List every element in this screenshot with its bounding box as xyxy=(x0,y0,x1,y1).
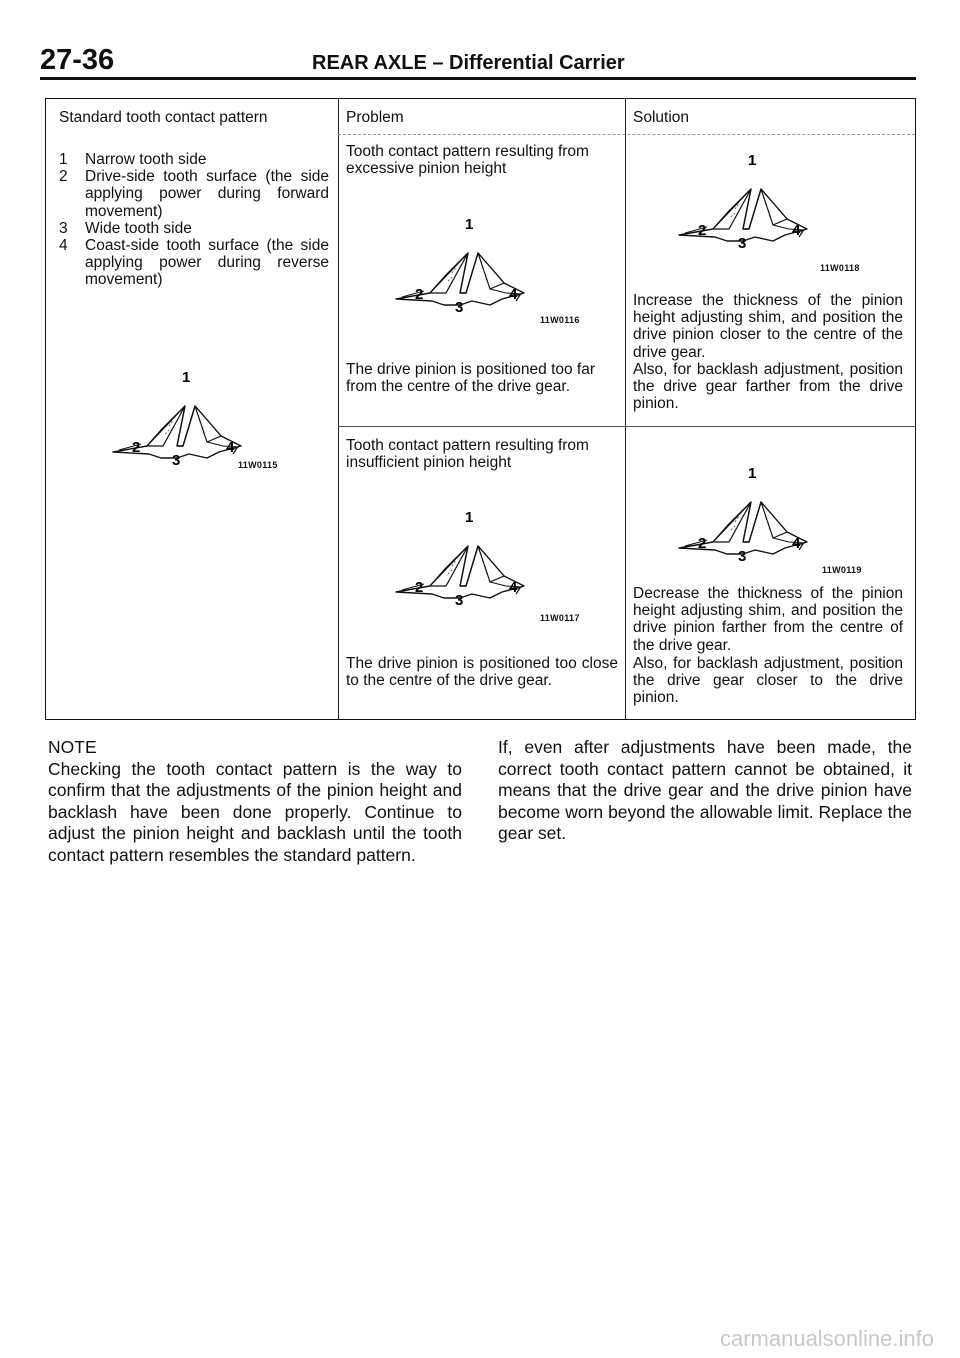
header-solution: Solution xyxy=(633,109,690,126)
figure-label: 2 xyxy=(698,222,707,239)
problem-title: Tooth contact pattern resulting from excessive pinion height xyxy=(346,143,589,178)
figure-label: 3 xyxy=(738,548,747,561)
problem-description: The drive pinion is positioned too close to the centre of the drive gear. xyxy=(346,655,618,690)
note-label: NOTE xyxy=(48,737,97,757)
solution-text: Also, for backlash adjustment, position the drive gear farther from the drive pinion. xyxy=(633,361,903,413)
problem-title: Tooth contact pattern resulting from insufficient pinion height xyxy=(346,437,589,472)
page-header xyxy=(40,40,916,80)
figure-label: 4 xyxy=(509,286,518,303)
legend-item: 4 Coast-side tooth surface (the side applying power during reverse movement) xyxy=(59,237,329,289)
problem-description: The drive pinion is positioned too far from the centre of the drive gear. xyxy=(346,361,596,396)
figure-label: 2 xyxy=(698,535,707,552)
figure-label: 3 xyxy=(455,592,464,605)
header-standard: Standard tooth contact pattern xyxy=(59,109,268,126)
row-divider xyxy=(338,426,915,427)
page-number: 27-36 xyxy=(40,44,115,76)
legend-item: 3 Wide tooth side xyxy=(59,219,192,237)
figure-label: 1 xyxy=(748,466,757,482)
legend-list xyxy=(59,151,329,289)
column-divider xyxy=(625,99,626,719)
solution-text: Decrease the thickness of the pinion height adjusting shim, and position the drive pinion farther from the centre of the drive gear. xyxy=(633,585,903,654)
figure-id: 11W0116 xyxy=(540,315,580,325)
figure-label: 3 xyxy=(738,235,747,248)
figure-id: 11W0119 xyxy=(822,565,862,575)
page-title: REAR AXLE – Differential Carrier xyxy=(312,52,625,74)
header-divider xyxy=(338,134,915,135)
figure-label: 1 xyxy=(465,217,474,233)
solution-pattern-figure xyxy=(675,466,825,561)
figure-label: 3 xyxy=(172,452,181,465)
note-text: Checking the tooth contact pattern is the way to confirm that the adjustments of the pinion height and backlash have been done properly. Continue to adjust the pinion height and backlash until the tooth contact pattern resembles the standard pattern. xyxy=(48,758,462,865)
watermark: carmanualsonline.info xyxy=(719,1326,934,1351)
solution-pattern-figure xyxy=(675,153,825,248)
figure-label: 4 xyxy=(792,535,801,552)
standard-pattern-figure xyxy=(109,370,259,465)
note-right-text: If, even after adjustments have been made, the correct tooth contact pattern cannot be obtained, it means that the drive gear and the drive pinion have become worn beyond the allowable limit. Replace the gear set. xyxy=(498,737,912,844)
note-block xyxy=(48,737,462,867)
figure-label: 2 xyxy=(415,286,424,303)
tooth-contact-table xyxy=(45,98,916,720)
legend-item: 1 Narrow tooth side xyxy=(59,151,207,168)
legend-item: 2 Drive-side tooth surface (the side applying power during forward movement) xyxy=(59,168,329,220)
column-divider xyxy=(338,99,339,719)
figure-id: 11W0117 xyxy=(540,613,580,623)
figure-label: 4 xyxy=(792,222,801,239)
figure-label: 1 xyxy=(182,370,191,386)
figure-label: 1 xyxy=(465,510,474,526)
header-problem: Problem xyxy=(346,109,404,126)
figure-label: 1 xyxy=(748,153,757,169)
figure-label: 4 xyxy=(226,439,235,456)
figure-label: 2 xyxy=(132,439,141,456)
header-rule xyxy=(40,77,916,80)
figure-id: 11W0118 xyxy=(820,263,860,273)
figure-id: 11W0115 xyxy=(238,460,278,470)
figure-label: 4 xyxy=(509,579,518,596)
solution-text: Also, for backlash adjustment, position the drive gear closer to the drive pinion. xyxy=(633,655,903,707)
problem-pattern-figure xyxy=(392,217,542,312)
problem-pattern-figure xyxy=(392,510,542,605)
figure-label: 2 xyxy=(415,579,424,596)
solution-text: Increase the thickness of the pinion height adjusting shim, and position the drive pinion closer to the centre of the drive gear. xyxy=(633,292,903,361)
figure-label: 3 xyxy=(455,299,464,312)
